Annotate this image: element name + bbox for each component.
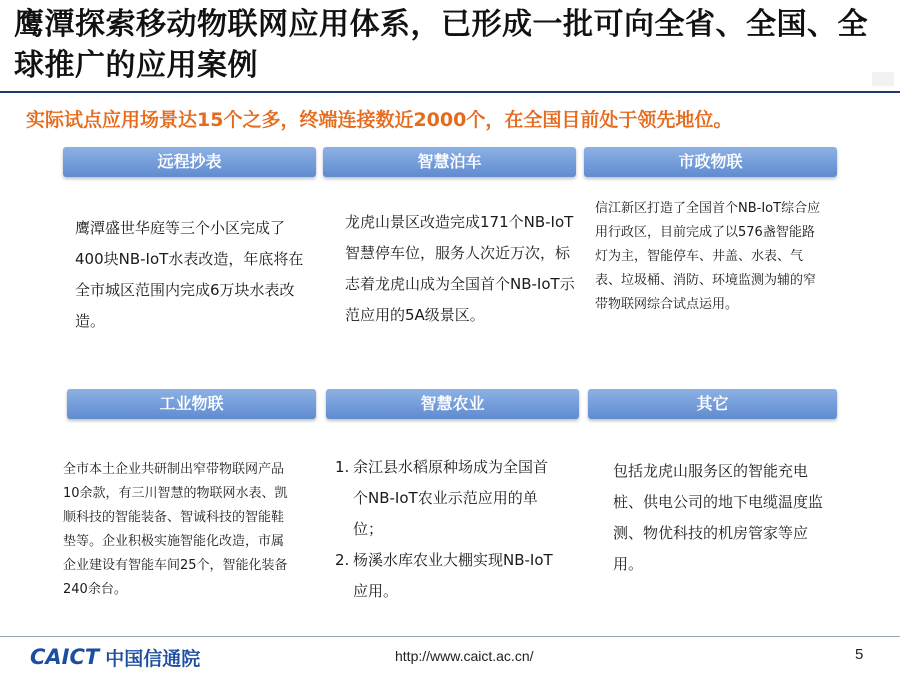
caict-logo — [30, 643, 200, 671]
footer-divider — [0, 636, 900, 637]
others-text: 包括龙虎山服务区的智能充电桩、供电公司的地下电缆温度监测、物优科技的机房管家等应用。 — [613, 462, 824, 573]
slide-subtitle: 实际试点应用场景达15个之多，终端连接数近2000个，在全国目前处于领先地位。 — [26, 109, 733, 131]
remote-meter-reading-text: 鹰潭盛世华庭等三个小区完成了400块NB-IoT水表改造，年底将在全市城区范围内完成6万块水表改造。 — [75, 219, 304, 330]
header-industrial-iot: 工业物联 — [67, 389, 316, 419]
agriculture-item-2-number: 2. — [335, 551, 350, 569]
logo-chinese: 中国信通院 — [105, 647, 201, 670]
logo-english: CAICT — [30, 645, 100, 669]
agriculture-item-1-text: 余江县水稻原种场成为全国首个NB-IoT农业示范应用的单位； — [353, 458, 549, 538]
smart-parking-text: 龙虎山景区改造完成171个NB-IoT智慧停车位，服务人次近万次，标志着龙虎山成为全国首个NB-IoT示范应用的5A级景区。 — [345, 213, 575, 324]
corner-decoration — [872, 72, 894, 86]
header-others: 其它 — [588, 389, 837, 419]
page-number: 5 — [855, 646, 864, 663]
agriculture-item-2-text: 杨溪水库农业大棚实现NB-IoT应用。 — [353, 551, 553, 600]
website-link[interactable]: http://www.caict.ac.cn/ — [395, 648, 534, 664]
smart-agriculture-list — [335, 452, 560, 607]
industrial-iot-text: 全市本土企业共研制出窄带物联网产品10余款，有三川智慧的物联网水表、凯顺科技的智能装备、智诚科技的智能鞋垫等。企业积极实施智能化改造，市属企业建设有智能车间25个，智能化装备240余台。 — [63, 462, 288, 597]
municipal-iot-text: 信江新区打造了全国首个NB-IoT综合应用行政区，目前完成了以576盏智能路灯为主，智能停车、井盖、水表、气表、垃圾桶、消防、环境监测为辅的窄带物联网综合试点运用。 — [595, 201, 821, 312]
agriculture-item-1-number: 1. — [335, 458, 350, 476]
header-smart-agriculture: 智慧农业 — [326, 389, 579, 419]
header-smart-parking: 智慧泊车 — [323, 147, 576, 177]
slide-title: 鹰潭探索移动物联网应用体系，已形成一批可向全省、全国、全球推广的应用案例 — [14, 7, 868, 83]
title-divider — [0, 91, 900, 93]
agriculture-item-1 — [335, 452, 560, 545]
agriculture-item-2 — [335, 545, 560, 607]
header-municipal-iot: 市政物联 — [584, 147, 837, 177]
header-remote-meter-reading: 远程抄表 — [63, 147, 316, 177]
